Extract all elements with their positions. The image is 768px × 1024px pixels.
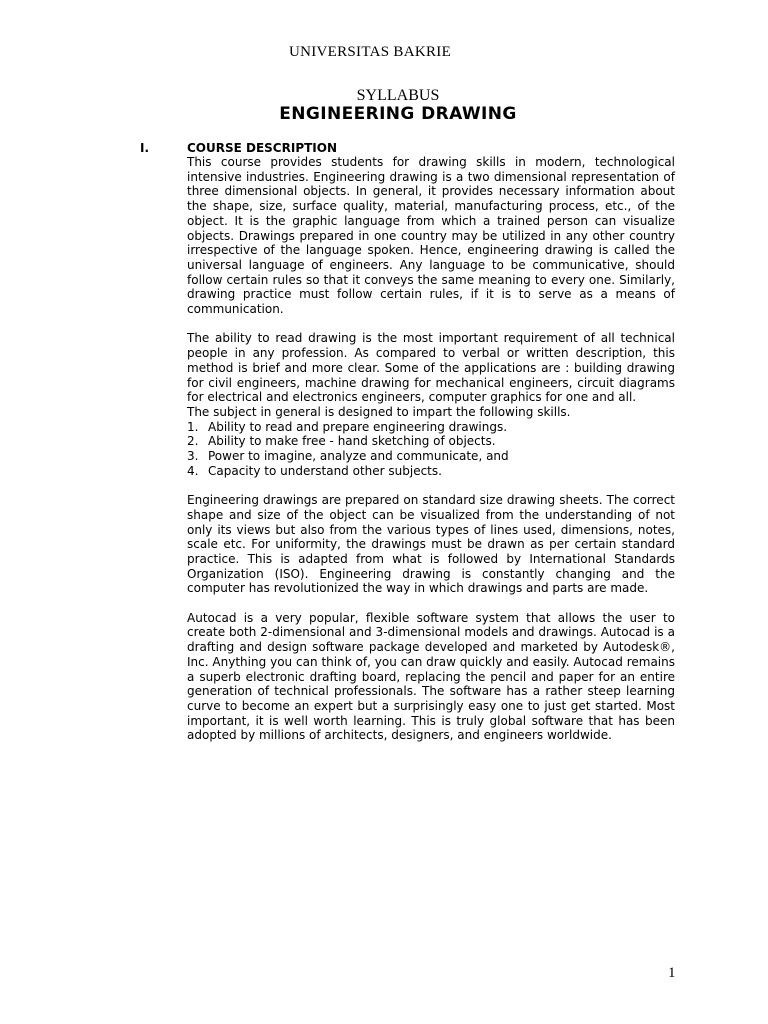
syllabus-label: SYLLABUS: [356, 87, 440, 104]
page-number: 1: [668, 965, 676, 981]
list-item-number: 3.: [187, 449, 199, 464]
section-title: COURSE DESCRIPTION: [187, 141, 338, 155]
list-item-number: 4.: [187, 463, 199, 478]
list-item-text: Ability to make free - hand sketching of objects.: [208, 434, 496, 449]
list-item-text: Capacity to understand other subjects.: [208, 463, 442, 478]
paragraph-skills-intro: The subject in general is designed to impart the following skills.: [187, 404, 571, 419]
paragraph-drawing-sheets: Engineering drawings are prepared on standard size drawing sheets. The correct shape and size of the object can be visualized from the understanding of not only its views but also from the various types of lines used, dimensions, notes, scale etc. For uniformity, the drawings must be drawn as per certain standard practice. This is adapted from what is followed by International Standards Organization (ISO). Engineering drawing is constantly changing and the computer has revolutionized the way in which drawings and parts are made.: [187, 493, 675, 596]
paragraph-ability: The ability to read drawing is the most important requirement of all technical people in any profession. As compared to verbal or written description, this method is brief and more clear. Some of the applications are : building drawing for civil engineers, machine drawing for mechanical engineers, circuit diagrams for electrical and electronics engineers, computer graphics for one and all.: [187, 331, 675, 405]
list-item-text: Power to imagine, analyze and communicate, and: [208, 449, 509, 464]
list-item: [187, 420, 675, 435]
course-description-body: [187, 155, 675, 743]
section-number: I.: [140, 141, 150, 155]
list-item: [187, 449, 675, 464]
list-item-number: 2.: [187, 434, 199, 449]
university-name: UNIVERSITAS BAKRIE: [288, 44, 452, 60]
list-item-number: 1.: [187, 419, 199, 434]
skills-list: [187, 420, 675, 479]
list-item-text: Ability to read and prepare engineering drawings.: [208, 419, 508, 434]
paragraph-autocad: Autocad is a very popular, flexible software system that allows the user to create both 2-dimensional and 3-dimensional models and drawings. Autocad is a drafting and design software package developed and marketed by Autodesk®, Inc. Anything you can think of, you can draw quickly and easily. Autocad remains a superb electronic drafting board, replacing the pencil and paper for an entire generation of technical professionals. The software has a rather steep learning curve to become an expert but a surprisingly easy one to just get started. Most important, it is well worth learning. This is truly global software that has been adopted by millions of architects, designers, and engineers worldwide.: [187, 610, 675, 743]
course-title: ENGINEERING DRAWING: [279, 104, 517, 124]
paragraph-intro: This course provides students for drawing skills in modern, technological intensive industries. Engineering drawing is a two dimensional representation of three dimensional objects. In general, it provides necessary information about the shape, size, surface quality, material, manufacturing process, etc., of the object. It is the graphic language from which a trained person can visualize objects. Drawings prepared in one country may be utilized in any other country irrespective of the language spoken. Hence, engineering drawing is called the universal language of engineers. Any language to be communicative, should follow certain rules so that it conveys the same meaning to every one. Similarly, drawing practice must follow certain rules, if it is to serve as a means of communication.: [187, 155, 675, 317]
list-item: [187, 434, 675, 449]
list-item: [187, 464, 675, 479]
